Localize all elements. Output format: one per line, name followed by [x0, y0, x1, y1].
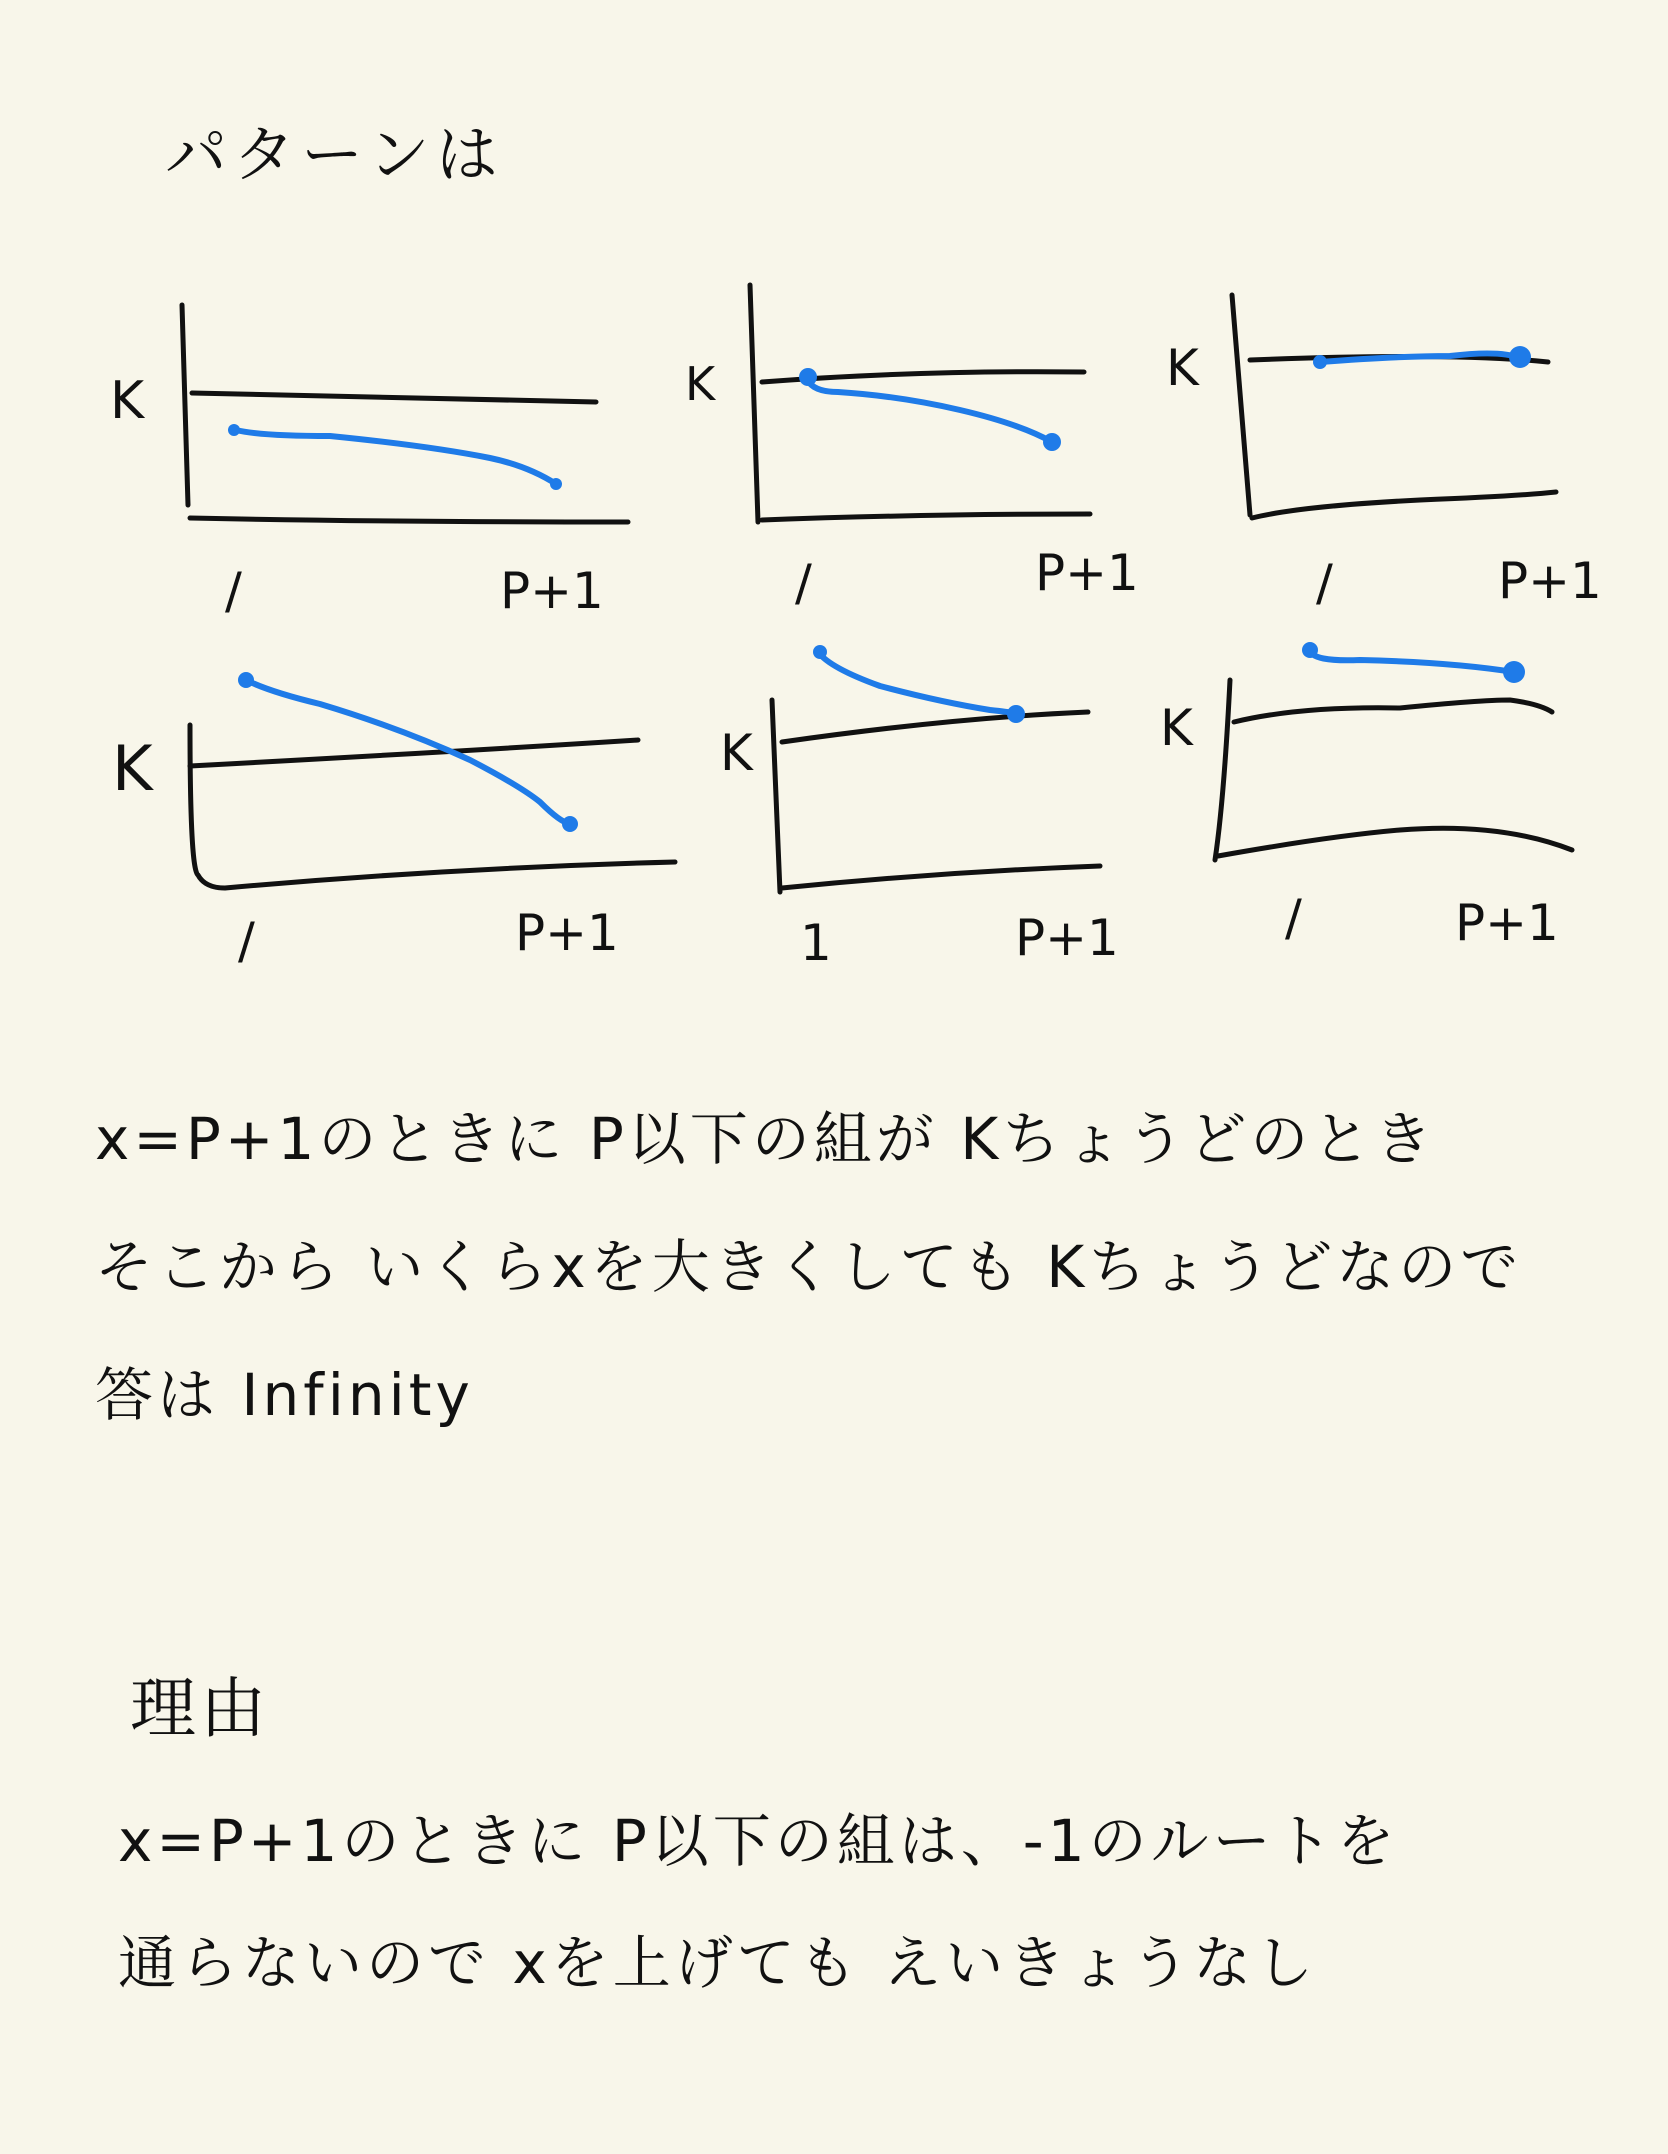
x-end-label: P+1	[1035, 544, 1139, 602]
k-level-line	[192, 393, 596, 402]
curve-point	[550, 478, 562, 490]
count-curve	[806, 376, 1052, 442]
y-axis	[182, 305, 188, 505]
k-label: K	[112, 732, 153, 805]
explanation-line-1: x=P+1のときに P以下の組が Kちょうどのとき	[95, 1105, 1437, 1173]
y-axis	[1232, 295, 1250, 515]
page-title: パターンは	[165, 118, 504, 191]
x-axis	[1218, 828, 1572, 856]
explanation-line-3: 答は Infinity	[95, 1361, 474, 1429]
curve-point	[228, 424, 240, 436]
k-label: K	[1160, 699, 1193, 757]
x-axis	[190, 518, 628, 522]
x-end-label: P+1	[1015, 909, 1119, 967]
curve-point	[1302, 642, 1318, 658]
curve-point	[1007, 705, 1025, 723]
reason-heading: 理由	[130, 1670, 270, 1747]
k-label: K	[720, 724, 753, 782]
curve-point	[1509, 346, 1531, 368]
k-label: K	[1166, 339, 1199, 397]
x-start-label: /	[1285, 889, 1302, 947]
y-axis	[750, 285, 758, 522]
x-end-label: P+1	[515, 904, 619, 962]
curve-point	[813, 645, 827, 659]
y-axis	[772, 700, 780, 892]
y-axis	[190, 725, 225, 888]
x-axis	[225, 862, 675, 888]
pattern-panel-2	[685, 285, 1139, 612]
count-curve	[236, 430, 556, 484]
y-axis	[1215, 680, 1230, 860]
curve-point	[1313, 355, 1327, 369]
k-level-line	[190, 740, 638, 766]
count-curve	[1310, 650, 1514, 672]
k-label: K	[685, 357, 716, 411]
curve-point	[799, 368, 817, 386]
x-axis	[762, 514, 1090, 520]
curve-point	[238, 672, 254, 688]
x-axis	[1252, 492, 1556, 518]
curve-point	[1503, 661, 1525, 683]
k-level-line	[782, 712, 1088, 742]
x-start-label: /	[225, 562, 242, 620]
x-end-label: P+1	[500, 562, 604, 620]
x-axis	[782, 866, 1100, 888]
curve-point	[1043, 433, 1061, 451]
count-curve	[818, 652, 1018, 714]
explanation-text	[95, 1075, 1522, 1459]
k-level-line	[1234, 700, 1552, 722]
pattern-panel-4	[112, 672, 675, 970]
curve-point	[562, 816, 578, 832]
reason-text	[118, 1780, 1399, 2024]
pattern-panel-6	[1160, 642, 1572, 952]
reason-line-2: 通らないので xを上げても えいきょうなし	[118, 1929, 1318, 1997]
pattern-diagrams	[0, 0, 1668, 1000]
x-start-label: /	[795, 554, 812, 612]
x-start-label: /	[1316, 554, 1333, 612]
x-end-label: P+1	[1498, 552, 1602, 610]
x-start-label: 1	[800, 914, 832, 972]
reason-line-1: x=P+1のときに P以下の組は、-1のルートを	[118, 1807, 1399, 1875]
x-start-label: /	[238, 912, 255, 970]
k-label: K	[110, 371, 145, 431]
x-end-label: P+1	[1455, 894, 1559, 952]
pattern-panel-5	[720, 645, 1119, 972]
pattern-panel-1	[110, 305, 628, 620]
pattern-panel-3	[1166, 295, 1602, 612]
explanation-line-2: そこから いくらxを大きくしても Kちょうどなので	[95, 1233, 1523, 1301]
